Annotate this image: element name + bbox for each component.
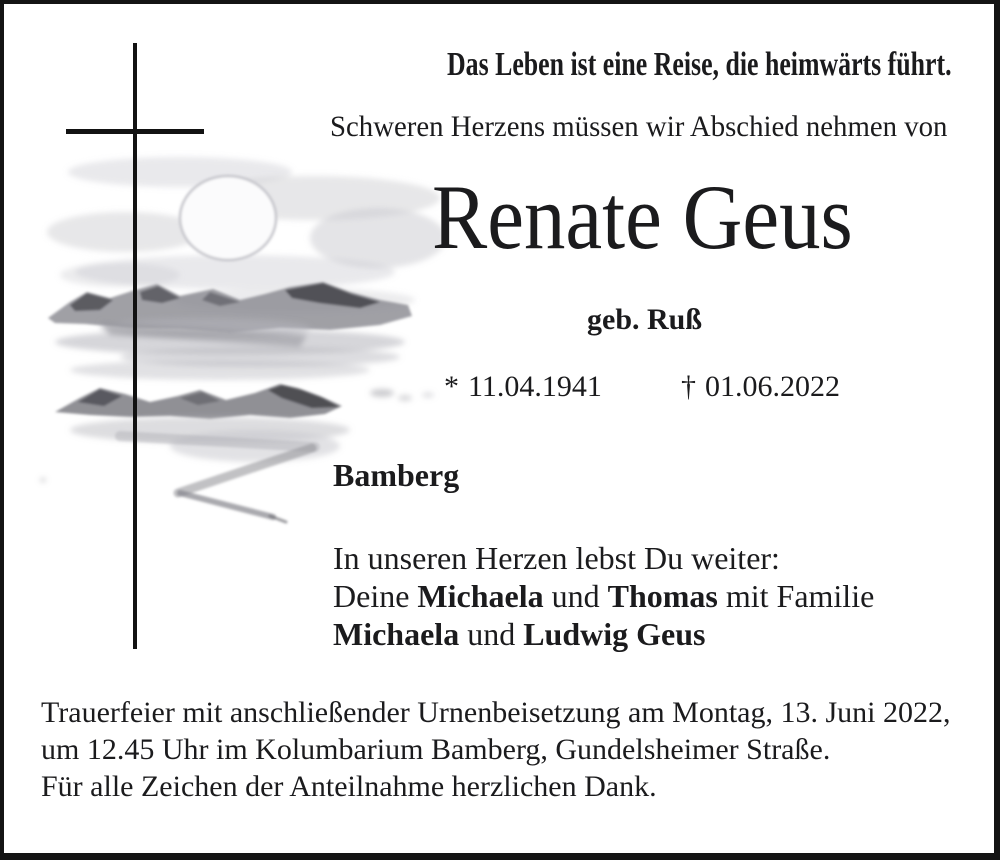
funeral-info-line-2: um 12.45 Uhr im Kolumbarium Bamberg, Gundelsheimer Straße. [41,733,831,766]
family1-name1: Michaela [417,578,544,614]
family-line-1 [333,580,874,612]
epigraph-line: Das Leben ist eine Reise, die heimwärts führt. [447,46,952,83]
death-dagger-symbol: † [681,370,696,403]
farewell-line: In unseren Herzen lebst Du weiter: [333,540,780,576]
family2-mid: und [459,616,524,652]
thanks-line: Für alle Zeichen der Anteilnahme herzlichen Dank. [41,770,657,803]
mountain-ridge-near [55,384,342,419]
death-date [681,372,840,402]
family2-name1: Michaela [333,616,460,652]
family1-name2: Thomas [607,578,718,614]
city-label: Bamberg [333,457,460,493]
sun-icon [180,176,276,260]
birth-date [444,372,602,402]
family1-mid: und [543,578,608,614]
family-line-2 [333,618,705,650]
birth-date-value: 11.04.1941 [468,370,602,403]
family1-post: mit Familie [717,578,875,614]
death-date-value: 01.06.2022 [705,370,840,403]
funeral-info-line-1: Trauerfeier mit anschließender Urnenbeisetzung am Montag, 13. Juni 2022, [41,696,951,729]
deceased-name: Renate Geus [432,166,853,268]
family2-name2: Ludwig Geus [523,616,706,652]
intro-line: Schweren Herzens müssen wir Abschied nehmen von [330,110,948,143]
family1-pre: Deine [333,578,418,614]
birth-star-symbol: * [444,370,459,403]
maiden-name: geb. Ruß [587,303,703,336]
cross-horizontal-bar [66,129,204,134]
